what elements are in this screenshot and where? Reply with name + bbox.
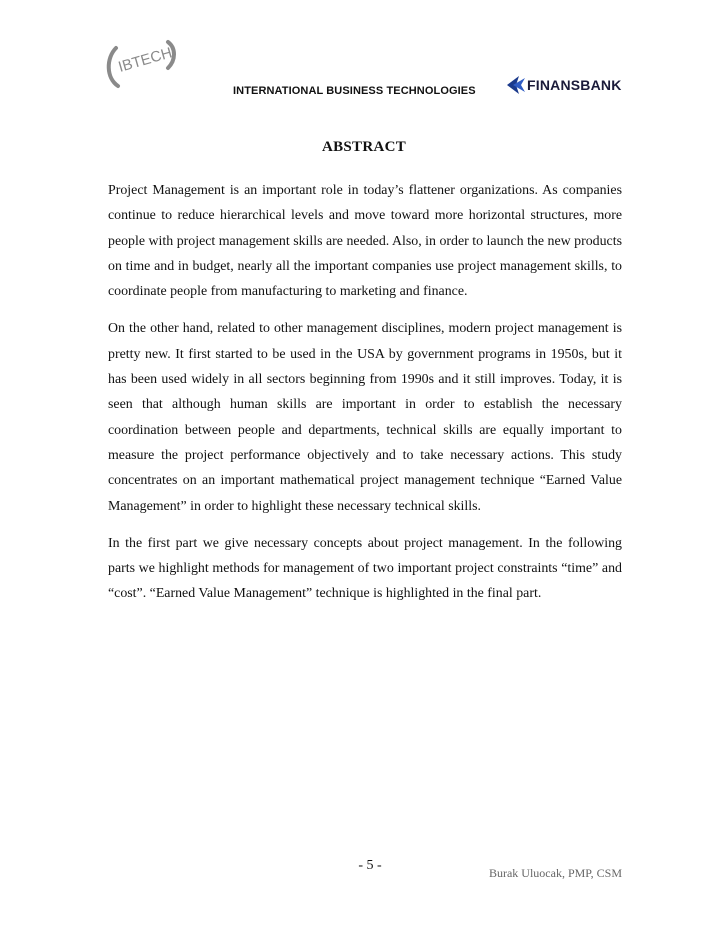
finansbank-logo (505, 72, 625, 98)
header-company-name: INTERNATIONAL BUSINESS TECHNOLOGIES (233, 85, 476, 97)
paragraph: In the first part we give necessary concepts about project management. In the following parts we highlight methods for management of two important project constraints “time” and “cost”. “Earned Value Management” technique is highlighted in the final part. (108, 535, 622, 602)
finansbank-star-icon (507, 76, 525, 94)
ibtech-logo (104, 38, 184, 90)
document-body (108, 178, 622, 619)
paragraph: On the other hand, related to other management disciplines, modern project management is pretty new. It first started to be used in the USA by government programs in 1950s, but it has been used widely in all sectors beginning from 1990s and it still improves. Today, it is seen that although human skills are important in order to establish the necessary coordination between people and departments, technical skills are equally important to measure the project performance objectively and to take necessary actions. This study concentrates on an important mathematical project management technique “Earned Value Management” in order to highlight these necessary technical skills. (108, 321, 622, 514)
document-title: ABSTRACT (321, 139, 407, 155)
footer-author: Burak Uluocak, PMP, CSM (488, 866, 622, 880)
finansbank-logo-text: FINANSBANK (527, 77, 622, 93)
paragraph: Project Management is an important role in today’s flattener organizations. As companies continue to reduce hierarchical levels and move toward more horizontal structures, more people with project management skills are needed. Also, in order to launch the new products on time and in budget, nearly all the important companies use project management skills, to coordinate people from manufacturing to marketing and finance. (108, 183, 622, 300)
ibtech-logo-text: IBTECH (116, 44, 174, 76)
page-number: - 5 - (358, 858, 382, 873)
